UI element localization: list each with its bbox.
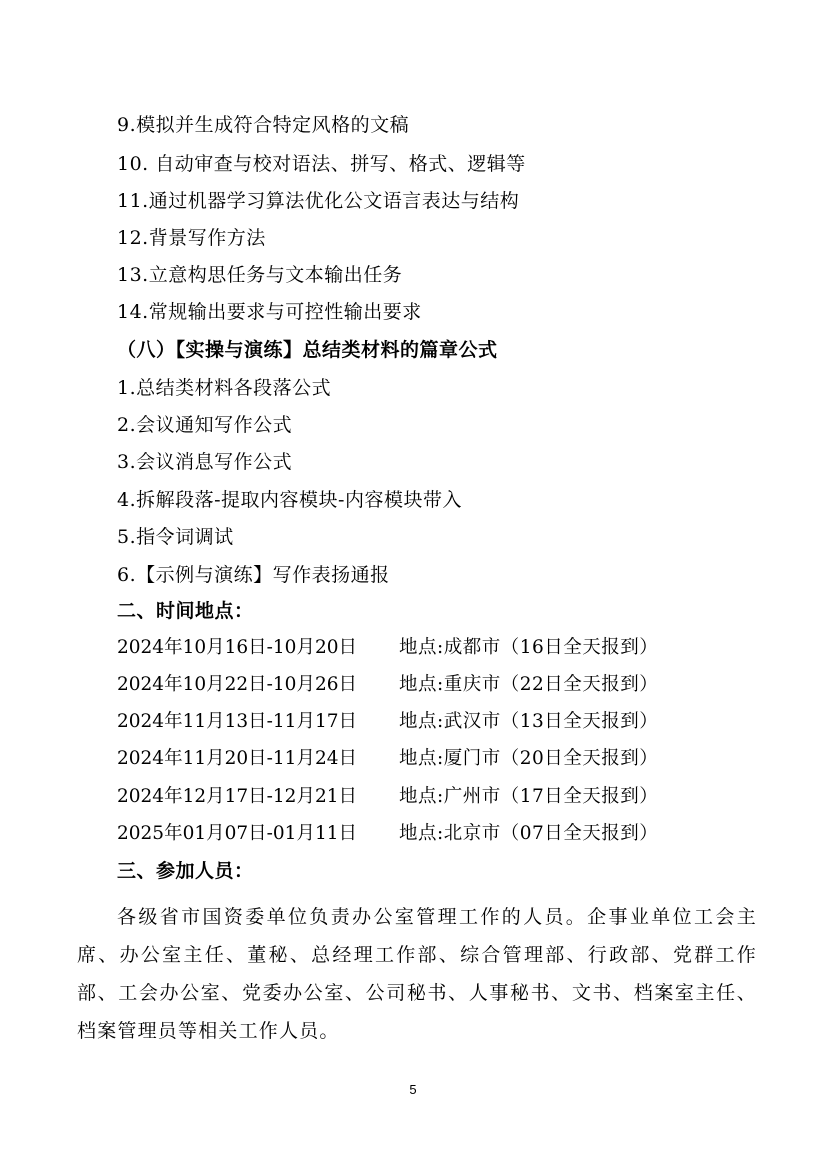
schedule-location: 地点:厦门市（20日全天报到） [399, 748, 659, 769]
schedule-location: 地点:成都市（16日全天报到） [399, 637, 659, 658]
list-item: 12.背景写作方法 [117, 227, 266, 249]
schedule-location: 地点:武汉市（13日全天报到） [399, 711, 659, 732]
schedule-date: 2025年01月07日-01月11日 [117, 823, 357, 844]
schedule-date: 2024年10月22日-10月26日 [117, 674, 357, 695]
list-item: 3.会议消息写作公式 [117, 451, 293, 473]
schedule-date: 2024年10月16日-10月20日 [117, 637, 357, 658]
participants-paragraph: 各级省市国资委单位负责办公室管理工作的人员。企事业单位工会主席、办公室主任、董秘、总经理工作部、综合管理部、行政部、党群工作部、工会办公室、党委办公室、公司秘书、人事秘书、文书、档案室主任、档案管理员等相关工作人员。 [77, 906, 757, 1042]
schedule-location: 地点:重庆市（22日全天报到） [399, 674, 659, 695]
list-item: 6.【示例与演练】写作表扬通报 [117, 564, 390, 586]
schedule-date: 2024年11月20日-11月24日 [117, 748, 357, 769]
list-item: 14.常规输出要求与可控性输出要求 [117, 301, 422, 323]
section-heading: （八）【实操与演练】总结类材料的篇章公式 [117, 339, 498, 361]
list-item: 5.指令词调试 [117, 526, 234, 548]
section-heading: 三、参加人员： [117, 860, 254, 882]
list-item: 4.拆解段落-提取内容模块-内容模块带入 [117, 489, 462, 511]
list-item: 1.总结类材料各段落公式 [117, 377, 332, 399]
schedule-date: 2024年12月17日-12月21日 [117, 786, 357, 807]
page-number: 5 [409, 1082, 417, 1097]
list-item: 2.会议通知写作公式 [117, 414, 293, 436]
list-item: 10. 自动审查与校对语法、拼写、格式、逻辑等 [117, 153, 526, 175]
schedule-date: 2024年11月13日-11月17日 [117, 711, 357, 732]
list-item: 13.立意构思任务与文本输出任务 [117, 264, 403, 286]
schedule-location: 地点:北京市（07日全天报到） [399, 823, 659, 844]
list-item: 11.通过机器学习算法优化公文语言表达与结构 [117, 190, 520, 212]
list-item: 9.模拟并生成符合特定风格的文稿 [117, 114, 410, 136]
schedule-location: 地点:广州市（17日全天报到） [399, 786, 659, 807]
section-heading: 二、时间地点： [117, 600, 254, 622]
